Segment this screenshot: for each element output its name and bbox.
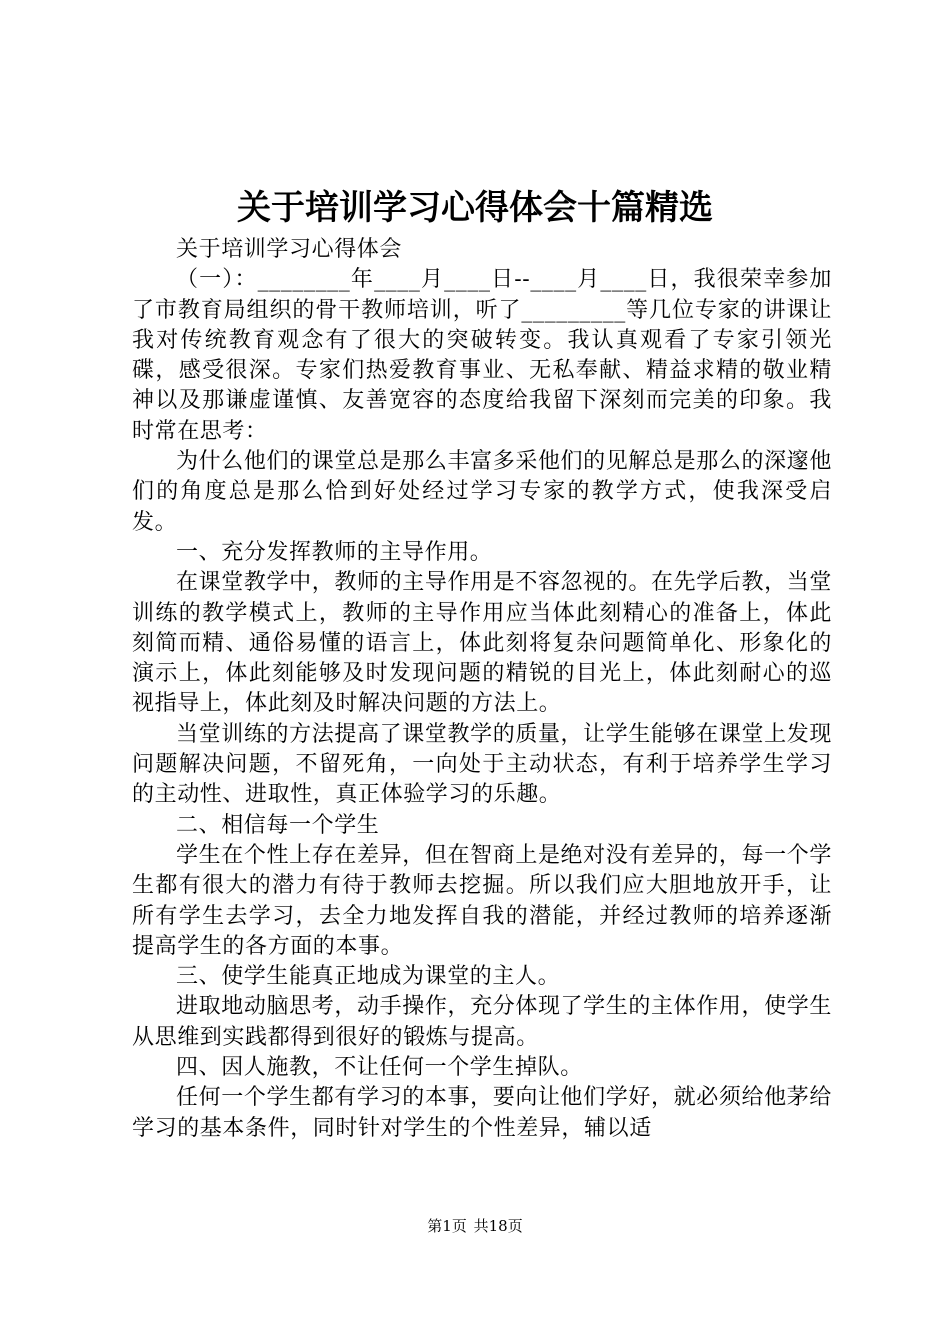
paragraph: 为什么他们的课堂总是那么丰富多采他们的见解总是那么的深邃他们的角度总是那么恰到好处经过学习专家的教学方式，使我深受启发。 <box>132 449 832 535</box>
paragraph: 任何一个学生都有学习的本事，要向让他们学好，就必须给他茅给学习的基本条件，同时针对学生的个性差异，辅以适 <box>132 1085 832 1141</box>
section-heading: 一、充分发挥教师的主导作用。 <box>176 539 493 565</box>
paragraph: （一）：________年____月____日--____月____日，我很荣幸参加了市教育局组织的骨干教师培训，听了_________等几位专家的讲课让我对传统教育观念有了很大的突破转变。我认真观看了专家引领光碟，感受很深。专家们热爱教育事业、无私奉献、精益求精的敬业精神以及那谦虚谨慎、友善宽容的态度给我留下深刻而完美的印象。我时常在思考： <box>132 267 832 444</box>
paragraph: 进取地动脑思考，动手操作，充分体现了学生的主体作用，使学生从思维到实践都得到很好的锻炼与提高。 <box>132 994 832 1050</box>
section-heading: 四、因人施教，不让任何一个学生掉队。 <box>176 1055 583 1081</box>
page-footer <box>0 1216 950 1236</box>
page-total: 共18页 <box>473 1217 523 1235</box>
paragraph: 当堂训练的方法提高了课堂教学的质量，让学生能够在课堂上发现问题解决问题，不留死角，一向处于主动状态，有利于培养学生学习的主动性、进取性，真正体验学习的乐趣。 <box>132 721 832 808</box>
paragraph-subtitle: 关于培训学习心得体会 <box>176 237 403 262</box>
paragraph: 学生在个性上存在差异，但在智商上是绝对没有差异的，每一个学生都有很大的潜力有待于教师去挖掘。所以我们应大胆地放开手，让所有学生去学习，去全力地发挥自我的潜能，并经过教师的培养逐渐提高学生的各方面的本事。 <box>132 842 832 959</box>
paragraph: 在课堂教学中，教师的主导作用是不容忽视的。在先学后教，当堂训练的教学模式上，教师的主导作用应当体此刻精心的准备上，体此刻简而精、通俗易懂的语言上，体此刻将复杂问题简单化、形象化的演示上，体此刻能够及时发现问题的精锐的目光上，体此刻耐心的巡视指导上，体此刻及时解决问题的方法上。 <box>132 570 832 717</box>
section-heading: 三、使学生能真正地成为课堂的主人。 <box>176 964 561 990</box>
page-number: 第1页 <box>427 1217 467 1235</box>
section-heading: 二、相信每一个学生 <box>176 812 380 838</box>
document-title: 关于培训学习心得体会十篇精选 <box>237 188 713 228</box>
document-body <box>132 235 832 1144</box>
